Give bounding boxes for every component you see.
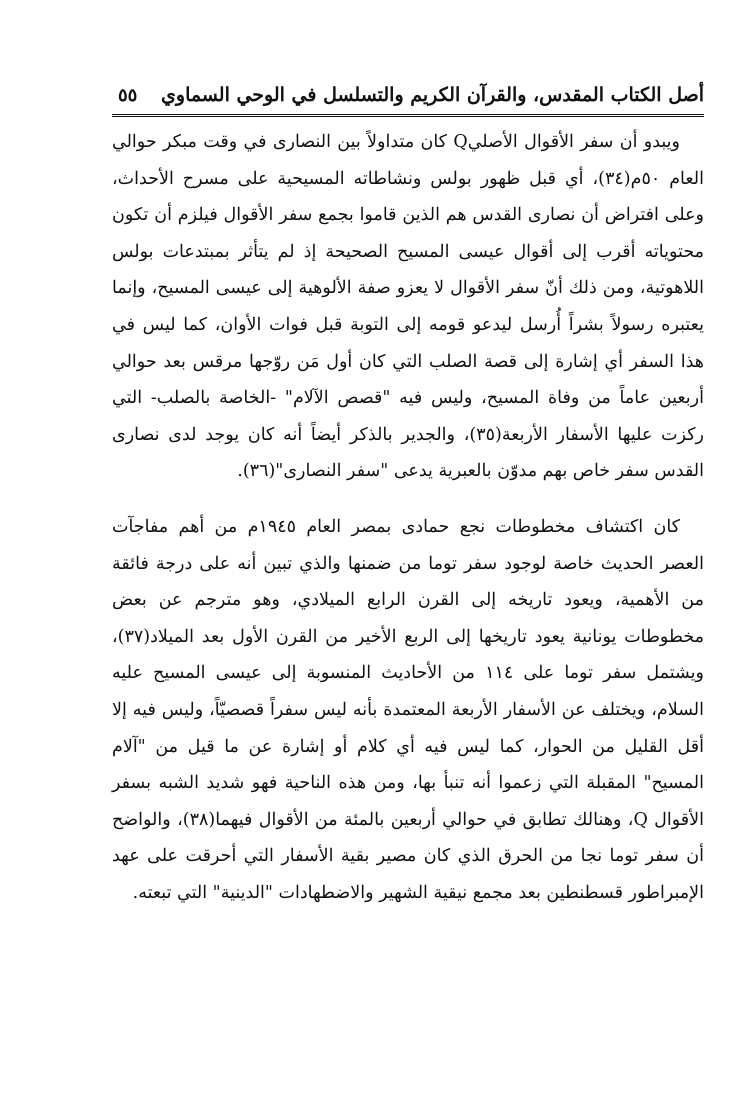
header-divider	[112, 114, 704, 117]
page-number: ٥٥	[118, 84, 138, 106]
paragraph-2: كان اكتشاف مخطوطات نجع حمادى بمصر العام ١٩٤٥م من أهم مفاجآت العصر الحديث خاصة لوجود سفر توما من ضمنها والذي تبين أنه على درجة فائقة من الأهمية، ويعود تاريخه إلى القرن الرابع الميلادي، وهو مترجم عن بعض مخطوطات يونانية يعود تاريخها إلى الربع الأخير من القرن الأول بعد الميلاد(٣٧)، ويشتمل سفر توما على ١١٤ من الأحاديث المنسوبة إلى عيسى المسيح عليه السلام، ويختلف عن الأسفار الأربعة المعتمدة بأنه ليس سفراً قصصيّاً، وليس فيه إلا أقل القليل من الحوار، كما ليس فيه أي كلام أو إشارة عن ما قيل من "آلام المسيح" المقبلة التي زعموا أنه تنبأ بها، ومن هذه الناحية فهو شديد الشبه بسفر الأقوال Q، وهنالك تطابق في حوالي أربعين بالمئة من الأقوال فيهما(٣٨)، والواضح أن سفر توما نجا من الحرق الذي كان مصير بقية الأسفار التي أحرقت على عهد الإمبراطور قسطنطين بعد مجمع نيقية الشهير والاضطهادات "الدينية" التي تبعته.	[112, 516, 705, 903]
book-page	[112, 70, 704, 1070]
body-text	[112, 124, 704, 911]
running-title: أصل الكتاب المقدس، والقرآن الكريم والتسلسل في الوحي السماوي	[161, 84, 704, 106]
paragraph-1: ويبدو أن سفر الأقوال الأصليQ كان متداولاً بين النصارى في وقت مبكر حوالي العام ٥٠م(٣٤)، أي قبل ظهور بولس ونشاطاته المسيحية على مسرح الأحداث، وعلى افتراض أن نصارى القدس هم الذين قاموا بجمع سفر الأقوال فيلزم أن تكون محتوياته أقرب إلى أقوال عيسى المسيح الصحيحة إذ لم يتأثر بمبتدعات بولس اللاهوتية، ومن ذلك أنّ سفر الأقوال لا يعزو صفة الألوهية إلى عيسى المسيح، وإنما يعتبره رسولاً بشراً أُرسل ليدعو قومه إلى التوبة قبل فوات الأوان، كما ليس في هذا السفر أي إشارة إلى قصة الصلب التي كان أول مَن روّجها مرقس بعد حوالي أربعين عاماً من وفاة المسيح، وليس فيه "قصص الآلام" -الخاصة بالصلب- التي ركزت عليها الأسفار الأربعة(٣٥)، والجدير بالذكر أيضاً أنه كان يوجد لدى نصارى القدس سفر خاص بهم مدوّن بالعبرية يدعى "سفر النصارى"(٣٦).	[112, 132, 704, 482]
page-header	[112, 78, 704, 112]
